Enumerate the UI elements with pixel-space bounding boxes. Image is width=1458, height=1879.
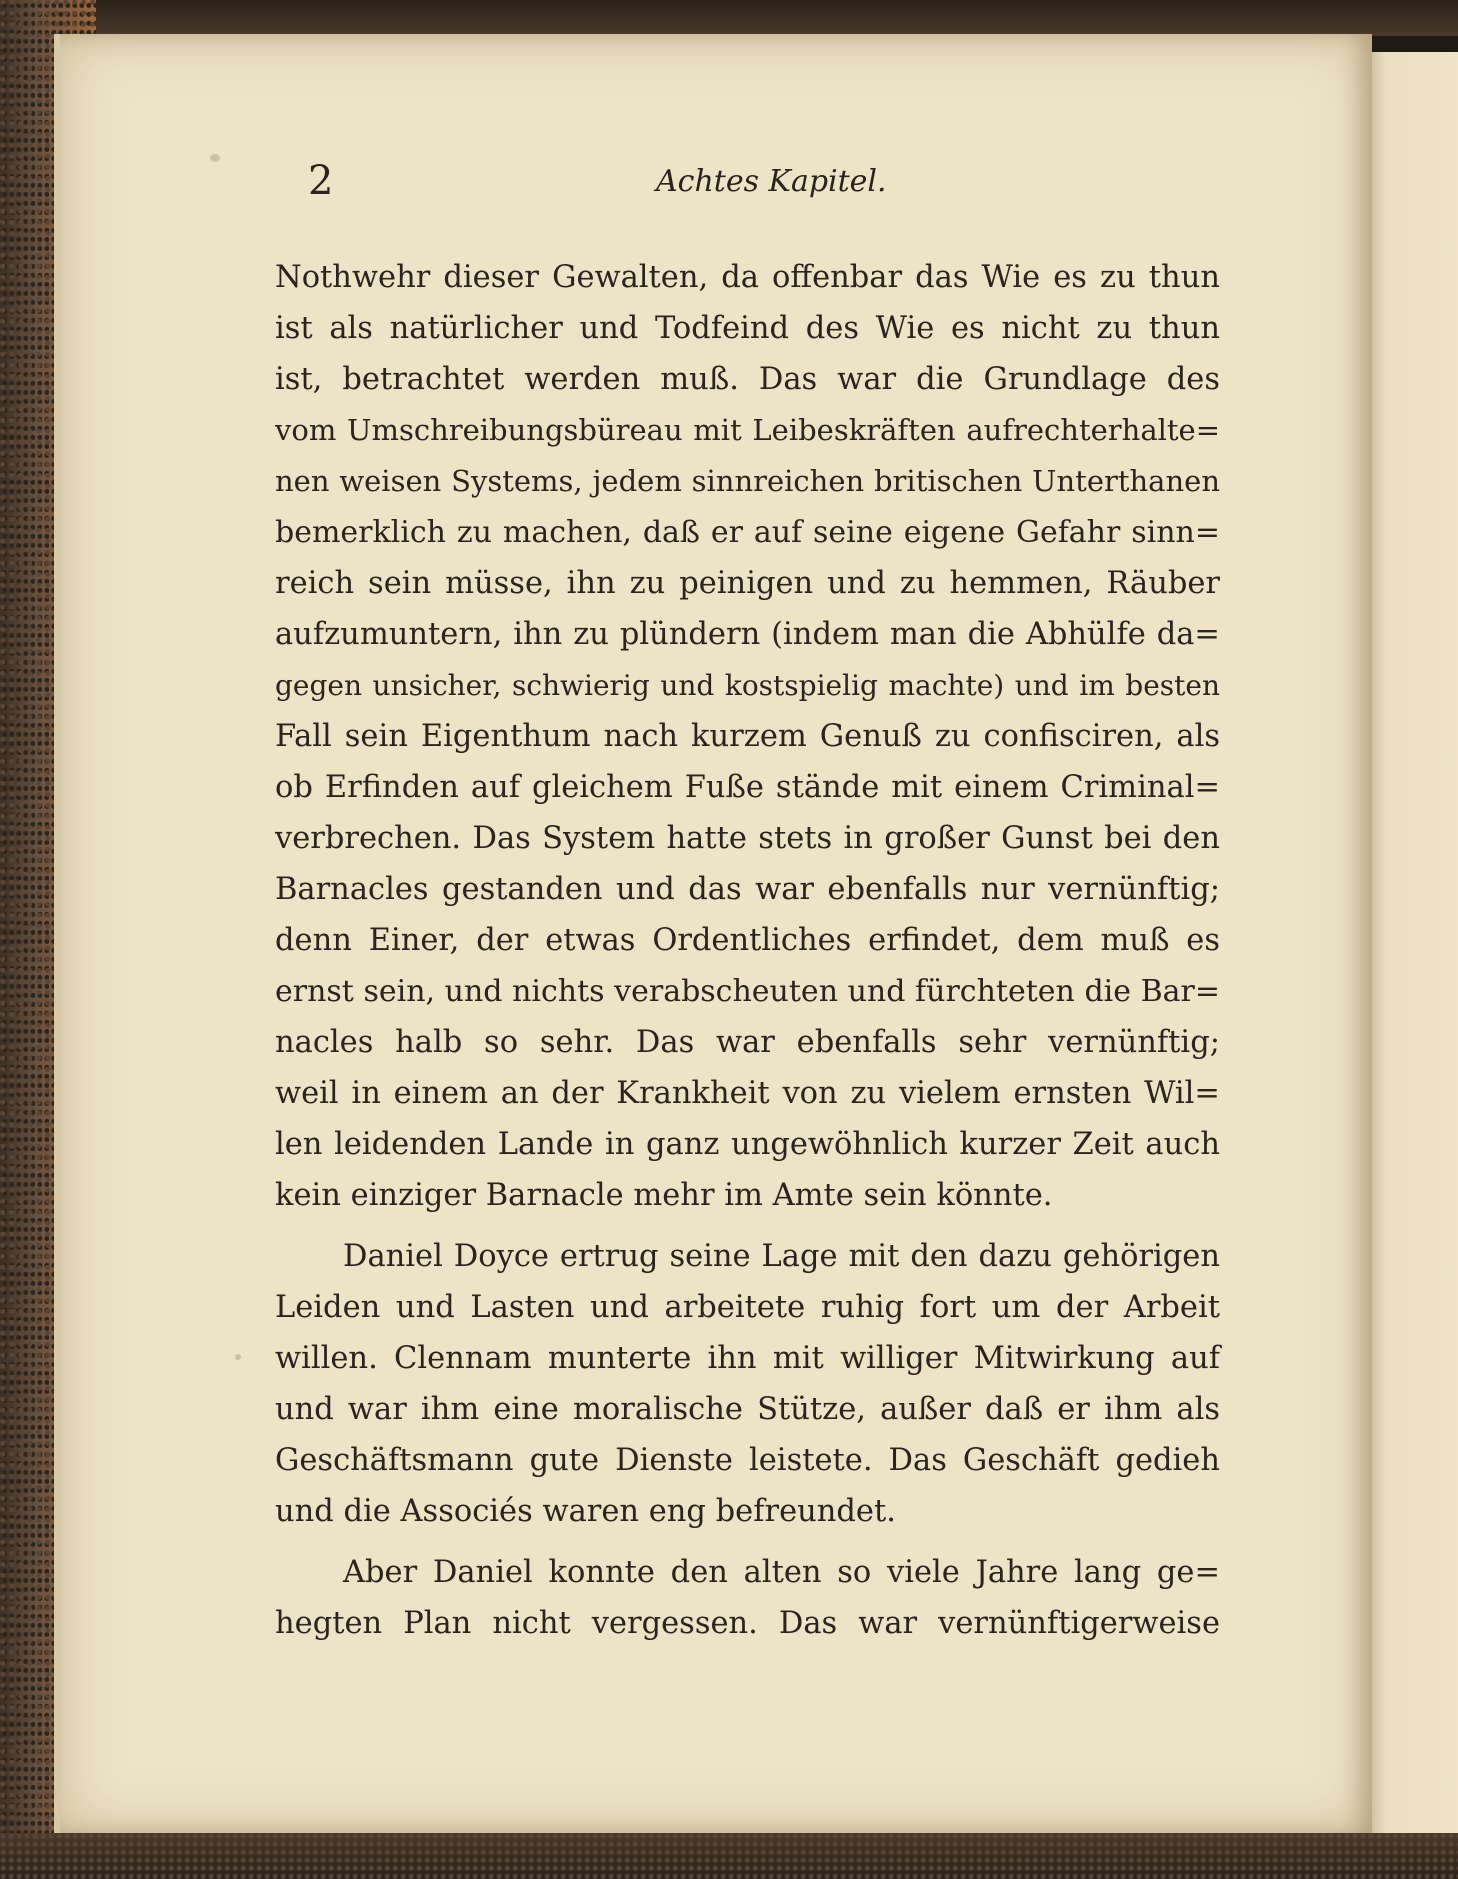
text-line: kein einziger Barnacle mehr im Amte sein könnte. bbox=[275, 1178, 1053, 1213]
paragraph bbox=[275, 1231, 1220, 1537]
chapter-title: Achtes Kapitel. bbox=[656, 164, 887, 199]
text-line: weil in einem an der Krankheit von zu vielem ernsten Wil= bbox=[275, 1076, 1220, 1111]
book-cover-bottom bbox=[0, 1833, 1458, 1879]
text-line: Nothwehr dieser Gewalten, da offenbar das Wie es zu thun bbox=[275, 260, 1220, 295]
text-line: denn Einer, der etwas Ordentliches erfindet, dem muß es bbox=[275, 923, 1220, 958]
text-line: nacles halb so sehr. Das war ebenfalls sehr vernünftig; bbox=[275, 1025, 1220, 1060]
paragraph-gap bbox=[275, 1221, 1220, 1231]
text-line: ist als natürlicher und Todfeind des Wie es nicht zu thun bbox=[275, 311, 1220, 346]
page-spot bbox=[235, 1354, 241, 1360]
text-line: aufzumuntern, ihn zu plündern (indem man die Abhülfe da= bbox=[275, 617, 1220, 652]
text-line: vom Umschreibungsbüreau mit Leibeskräften aufrechterhalte= bbox=[275, 413, 1220, 447]
text-line: reich sein müsse, ihn zu peinigen und zu hemmen, Räuber bbox=[275, 566, 1220, 601]
text-line: ist, betrachtet werden muß. Das war die Grundlage des bbox=[275, 362, 1220, 397]
text-line: ob Erfinden auf gleichem Fuße stände mit einem Criminal= bbox=[275, 770, 1220, 805]
running-head bbox=[296, 158, 1196, 208]
paragraph bbox=[275, 252, 1220, 1221]
text-line: Fall sein Eigenthum nach kurzem Genuß zu confisciren, als bbox=[275, 719, 1220, 754]
text-line: Leiden und Lasten und arbeitete ruhig fort um der Arbeit bbox=[275, 1290, 1220, 1325]
text-line: hegten Plan nicht vergessen. Das war vernünftigerweise bbox=[275, 1606, 1220, 1641]
text-line: Daniel Doyce ertrug seine Lage mit den dazu gehörigen bbox=[343, 1239, 1220, 1274]
page-number: 2 bbox=[308, 158, 334, 204]
text-line: nen weisen Systems, jedem sinnreichen britischen Unterthanen bbox=[275, 464, 1220, 498]
body-text bbox=[275, 252, 1220, 1649]
text-line: und war ihm eine moralische Stütze, außer daß er ihm als bbox=[275, 1392, 1220, 1427]
paragraph-gap bbox=[275, 1537, 1220, 1547]
page-spot bbox=[210, 154, 220, 162]
text-line: Barnacles gestanden und das war ebenfalls nur vernünftig; bbox=[275, 872, 1220, 907]
book-cover-top bbox=[0, 0, 1458, 36]
text-line: len leidenden Lande in ganz ungewöhnlich kurzer Zeit auch bbox=[275, 1127, 1220, 1162]
text-line: gegen unsicher, schwierig und kostspielig machte) und im besten bbox=[275, 669, 1220, 702]
text-line: und die Associés waren eng befreundet. bbox=[275, 1494, 896, 1529]
text-line: ernst sein, und nichts verabscheuten und fürchteten die Bar= bbox=[275, 974, 1220, 1009]
text-line: verbrechen. Das System hatte stets in großer Gunst bei den bbox=[275, 821, 1220, 856]
text-line: bemerklich zu machen, daß er auf seine eigene Gefahr sinn= bbox=[275, 515, 1220, 550]
facing-page-edge bbox=[1364, 52, 1458, 1842]
text-line: Aber Daniel konnte den alten so viele Jahre lang ge= bbox=[343, 1555, 1220, 1590]
text-line: willen. Clennam munterte ihn mit williger Mitwirkung auf bbox=[275, 1341, 1220, 1376]
text-line: Geschäftsmann gute Dienste leistete. Das Geschäft gedieh bbox=[275, 1443, 1220, 1478]
paragraph bbox=[275, 1547, 1220, 1649]
